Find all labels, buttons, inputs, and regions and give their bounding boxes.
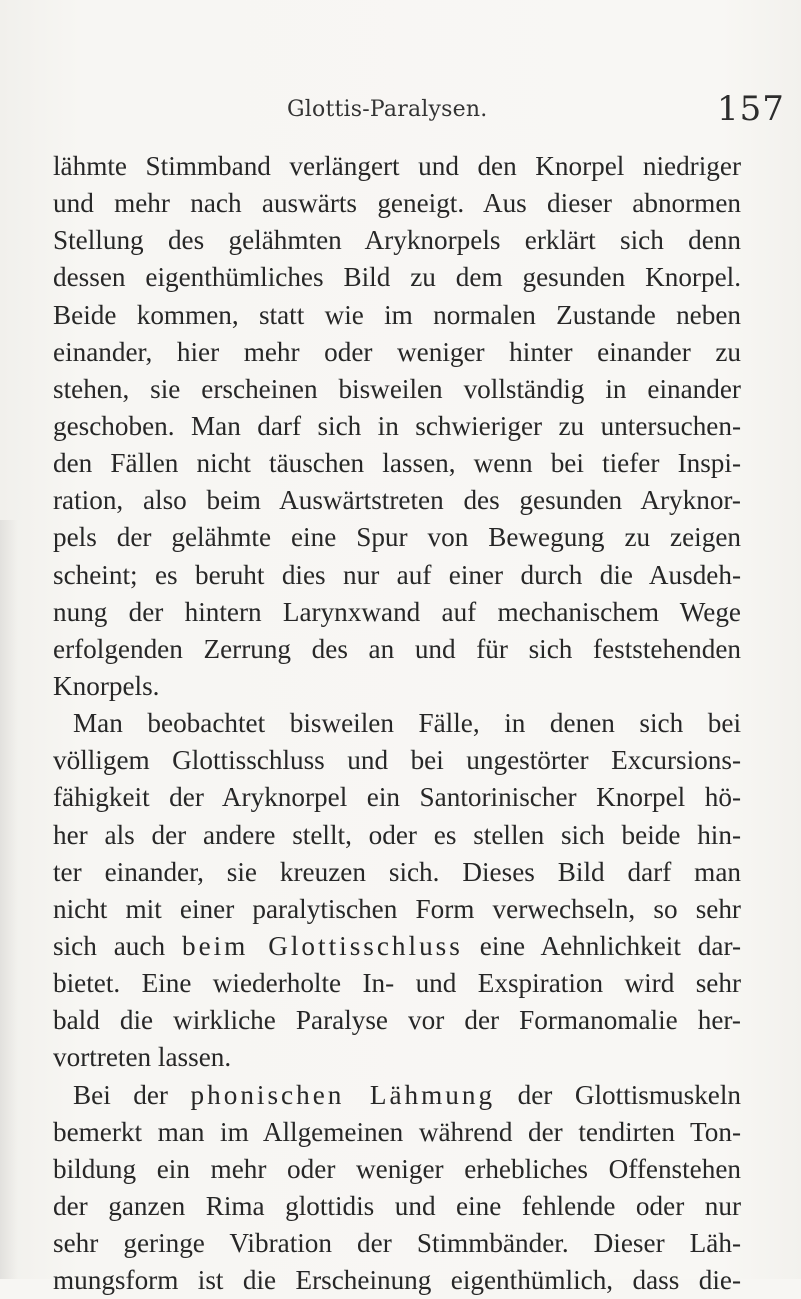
emphasized-phrase-glottisschluss: beim Glottisschluss xyxy=(181,930,463,961)
text-line-15: Knorpels. xyxy=(53,670,160,701)
text-line-22-part-a: sich auch xyxy=(53,930,166,961)
text-line-10: ration, also beim Auswärtstreten des gesunden Aryknor- xyxy=(53,485,741,516)
text-line-07: stehen, sie erscheinen bisweilen vollständig in einander xyxy=(53,373,741,404)
page-gutter-shadow xyxy=(0,520,18,1279)
text-line-01: lähmte Stimmband verlängert und den Knorpel niedriger xyxy=(53,151,741,181)
text-line-27: bemerkt man im Allgemeinen während der tendirten Ton- xyxy=(53,1116,741,1147)
text-line-20: ter einander, sie kreuzen sich. Dieses Bild darf man xyxy=(53,856,741,887)
text-line-31: mungsform ist die Erscheinung eigenthümlich, dass die- xyxy=(53,1265,741,1296)
text-line-03: Stellung des gelähmten Aryknorpels erklärt sich denn xyxy=(53,225,741,256)
text-line-11: pels der gelähmte eine Spur von Bewegung zu zeigen xyxy=(53,522,741,553)
body-text xyxy=(53,148,741,1299)
text-line-04: dessen eigenthümliches Bild zu dem gesunden Knorpel. xyxy=(53,262,741,293)
text-line-29: der ganzen Rima glottidis und eine fehlende oder nur xyxy=(53,1190,741,1221)
text-line-13: nung der hintern Larynxwand auf mechanischem Wege xyxy=(53,596,741,627)
text-line-12: scheint; es beruht dies nur auf einer durch die Ausdeh- xyxy=(53,559,741,590)
text-line-26-part-c: der Glottismuskeln xyxy=(517,1079,741,1110)
text-line-02: und mehr nach auswärts geneigt. Aus dieser abnormen xyxy=(53,188,741,219)
text-line-09: den Fällen nicht täuschen lassen, wenn bei tiefer Inspi- xyxy=(53,448,741,479)
emphasized-phrase-phonischen-laehmung: phonischen Lähmung xyxy=(190,1079,496,1110)
text-line-26 xyxy=(53,1077,741,1114)
running-title: Glottis-Paralysen. xyxy=(287,97,488,122)
text-line-17: völligem Glottisschluss und bei ungestörter Excursions- xyxy=(53,745,741,776)
running-head xyxy=(0,89,801,129)
text-line-24: bald die wirkliche Paralyse vor der Formanomalie her- xyxy=(53,1005,741,1036)
page-number: 157 xyxy=(717,89,785,129)
text-line-23: bietet. Eine wiederholte In- und Exspiration wird sehr xyxy=(53,968,741,999)
text-line-21: nicht mit einer paralytischen Form verwechseln, so sehr xyxy=(53,893,741,924)
text-line-14: erfolgenden Zerrung des an und für sich feststehenden xyxy=(53,633,741,664)
text-line-22-part-c: eine Aehnlichkeit dar- xyxy=(479,930,741,961)
text-line-25: vortreten lassen. xyxy=(53,1042,232,1073)
text-line-28: bildung ein mehr oder weniger erhebliches Offenstehen xyxy=(53,1153,741,1184)
text-line-30: sehr geringe Vibration der Stimmbänder. Dieser Läh- xyxy=(53,1228,741,1259)
text-line-16: Man beobachtet bisweilen Fälle, in denen sich bei xyxy=(73,708,741,739)
text-line-05: Beide kommen, statt wie im normalen Zustande neben xyxy=(53,299,741,330)
text-line-19: her als der andere stellt, oder es stellen sich beide hin- xyxy=(53,819,741,850)
text-line-22 xyxy=(53,928,741,965)
text-line-08: geschoben. Man darf sich in schwieriger zu untersuchen- xyxy=(53,410,741,441)
text-line-18: fähigkeit der Aryknorpel ein Santorinischer Knorpel hö- xyxy=(53,782,741,813)
text-line-06: einander, hier mehr oder weniger hinter einander zu xyxy=(53,336,741,367)
text-line-26-part-a: Bei der xyxy=(73,1079,168,1110)
